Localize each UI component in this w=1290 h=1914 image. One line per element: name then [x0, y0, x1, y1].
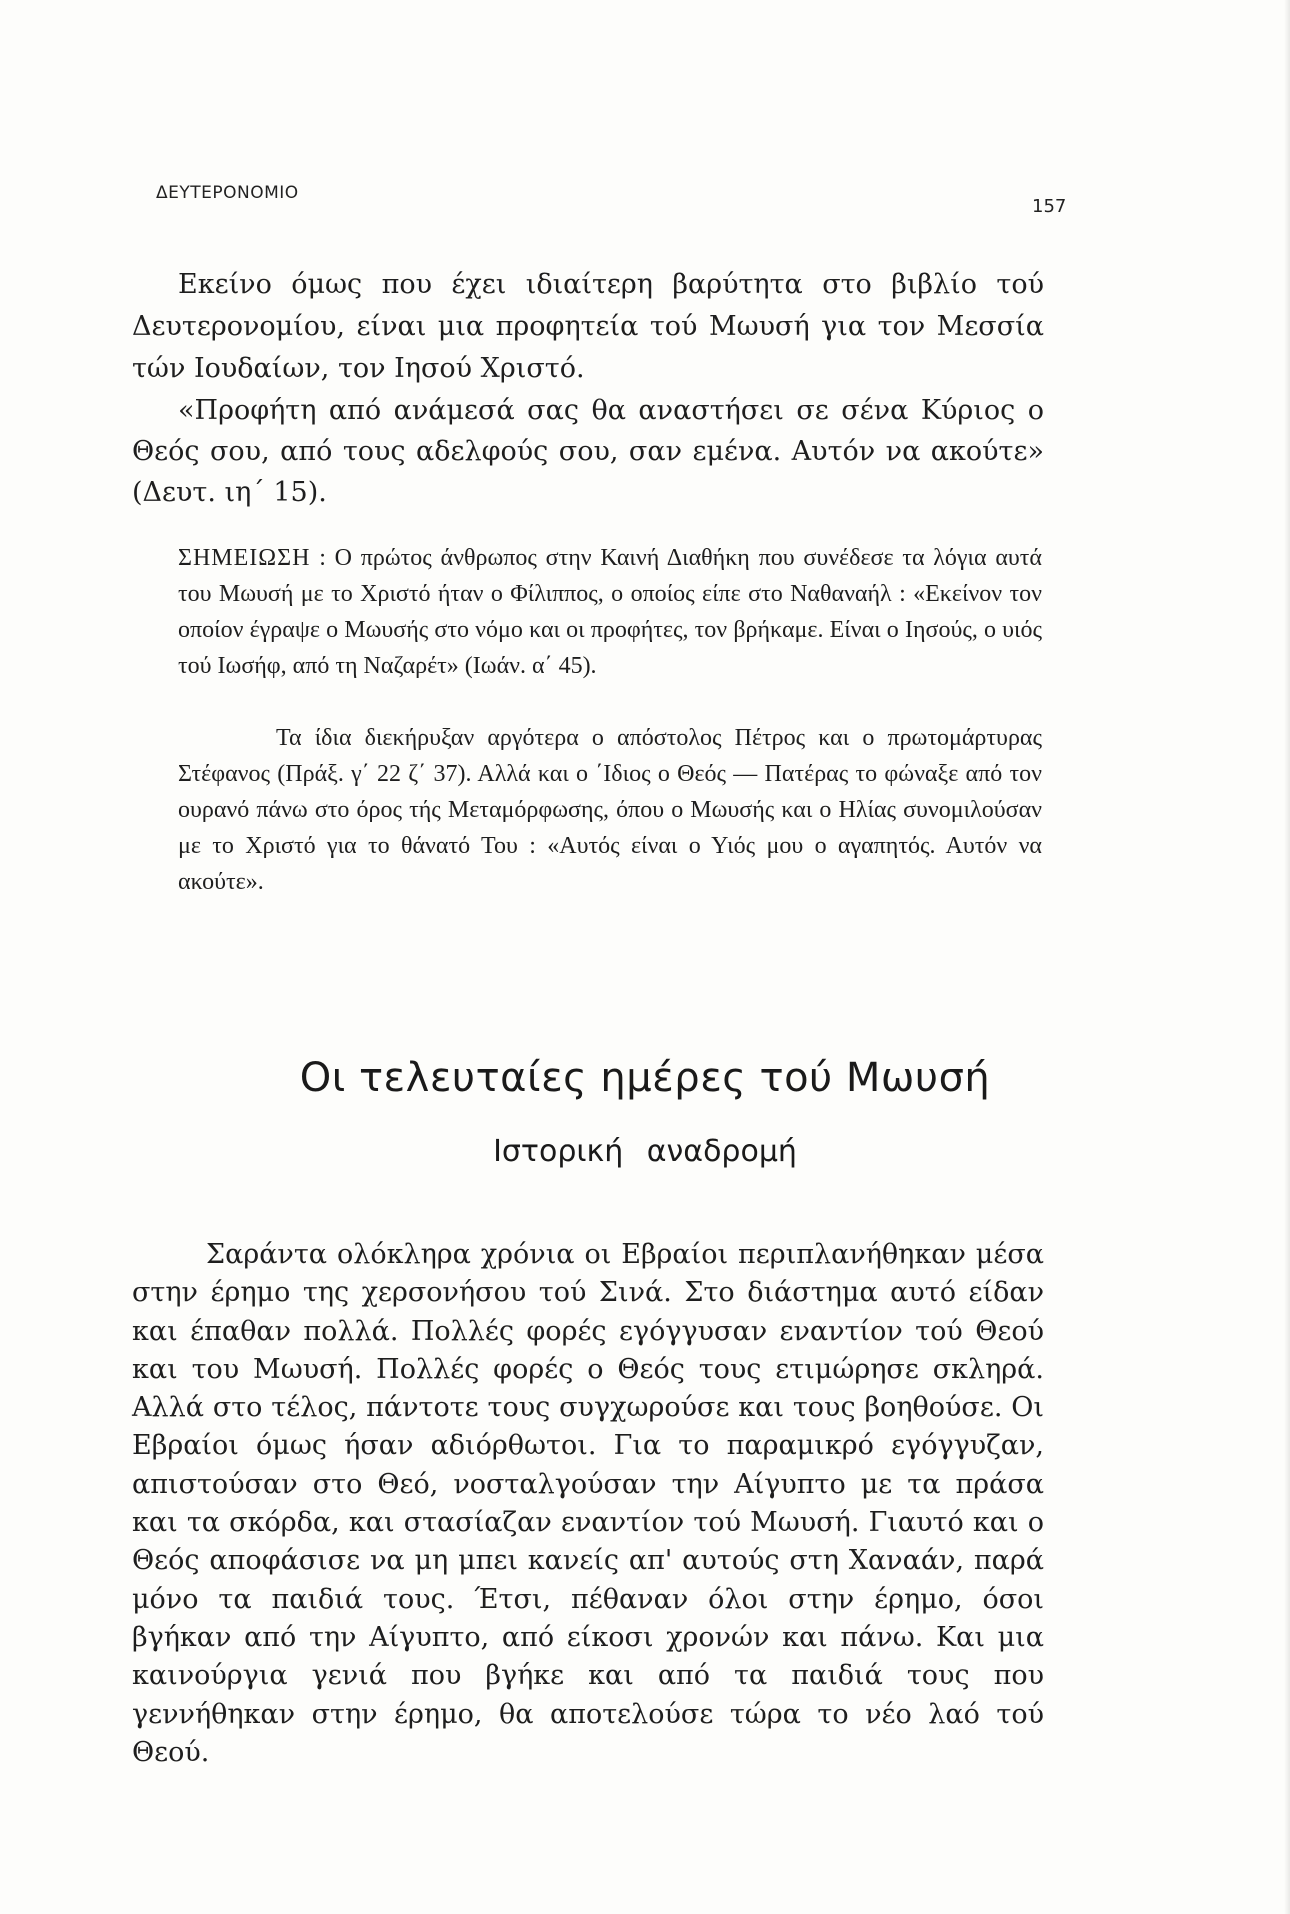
- running-title: ΔΕΥΤΕΡΟΝΟΜΙΟ: [156, 183, 299, 203]
- note-separator: :: [310, 545, 335, 571]
- prophecy-quote: «Προφήτη από ανάμεσά σας θα αναστήσει σε σένα Κύριος ο Θεός σου, από τους αδελφούς σου, σαν εμένα. Αυτόν να ακούτε» (Δευτ. ιη΄ 15).: [132, 395, 1044, 508]
- section-title: Οι τελευταίες ημέρες τού Μωυσή: [299, 1055, 991, 1101]
- note-text: Ο πρώτος άνθρωπος στην Καινή Διαθήκη που συνέδεσε τα λόγια αυτά του Μωυσή με το Χριστό ήταν ο Φίλιππος, ο οποίος είπε στο Ναθαναήλ : «Εκείνον τον οποίον έγραψε ο Μωυσής στο νόμο και οι προφήτες, τον βρήκαμε. Είναι ο Ιησούς, ο υιός τού Ιωσήφ, από τη Ναζαρέτ» (Ιωάν. α΄ 45).: [178, 545, 1042, 679]
- page-edge-shadow: [1284, 0, 1290, 1914]
- section-paragraph: Σαράντα ολόκληρα χρόνια οι Εβραίοι περιπλανήθηκαν μέσα στην έρημο της χερσονήσου τού Σινά. Στο διάστημα αυτό είδαν και έπαθαν πολλά. Πολλές φορές εγόγγυσαν εναντίον τού Θεού και του Μωυσή. Πολλές φορές ο Θεός τους ετιμώρησε σκληρά. Αλλά στο τέλος, πάντοτε τους συγχωρούσε και τους βοηθούσε. Οι Εβραίοι όμως ήσαν αδιόρθωτοι. Για το παραμικρό εγόγγυζαν, απιστούσαν στο Θεό, νοσταλγούσαν την Αίγυπτο με τα πράσα και τα σκόρδα, και στασίαζαν εναντίον τού Μωυσή. Γιαυτό και ο Θεός αποφάσισε να μη μπει κανείς απ' αυτούς στη Χαναάν, παρά μόνο τα παιδιά τους. Έτσι, πέθαναν όλοι στην έρημο, όσοι βγήκαν από την Αίγυπτο, από είκοσι χρονών και πάνω. Και μια καινούργια γενιά που βγήκε και από τα παιδιά τους που γεννήθηκαν στην έρημο, θα αποτελούσε τώρα το νέο λαό τού Θεού.: [132, 1239, 1044, 1768]
- intro-paragraph: Εκείνο όμως που έχει ιδιαίτερη βαρύτητα στο βιβλίο τού Δευτερονομίου, είναι μια προφητεία τού Μωυσή για τον Μεσσία τών Ιουδαίων, τον Ιησού Χριστό.: [132, 269, 1044, 384]
- note-label: ΣΗΜΕΙΩΣΗ: [178, 545, 311, 571]
- note-paragraph: [178, 540, 1042, 684]
- section-subtitle: Ιστορική αναδρομή: [493, 1134, 797, 1169]
- page-number: 157: [1032, 196, 1067, 217]
- note-paragraph-2: Τα ίδια διεκήρυξαν αργότερα ο απόστολος Πέτρος και ο πρωτομάρτυρας Στέφανος (Πράξ. γ΄ 22 ζ΄ 37). Αλλά και ο ΄Ιδιος ο Θεός — Πατέρας το φώναξε από τον ουρανό πάνω στο όρος τής Μεταμόρφωσης, όπου ο Μωυσής και ο Ηλίας συνομιλούσαν με το Χριστό για το θάνατό Του : «Αυτός είναι ο Υιός μου ο αγαπητός. Αυτόν να ακούτε».: [178, 725, 1042, 895]
